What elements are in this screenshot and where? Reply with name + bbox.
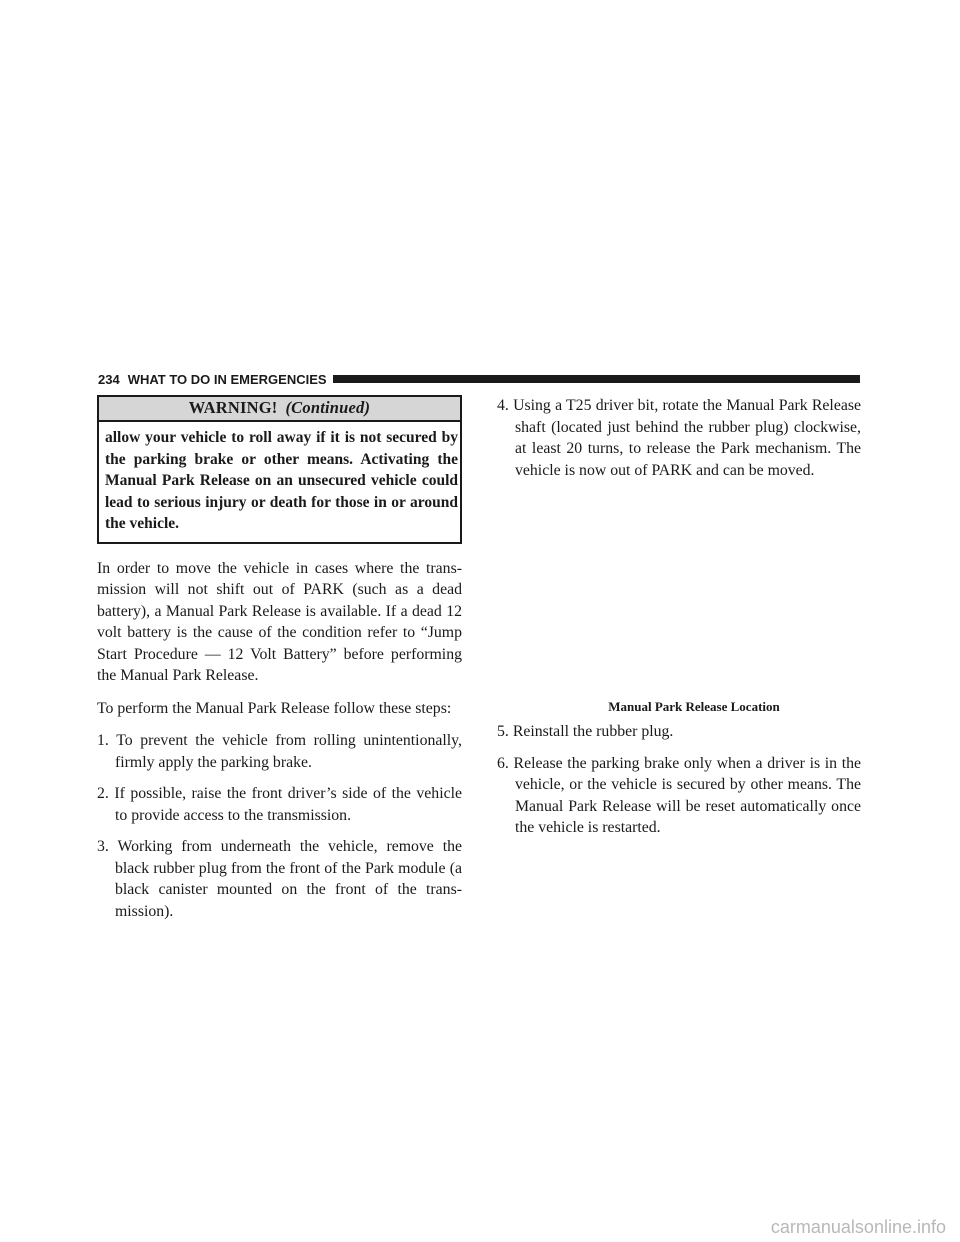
steps-list-right-bottom bbox=[497, 721, 861, 839]
step-item bbox=[497, 395, 861, 481]
step-item bbox=[497, 721, 861, 743]
right-column bbox=[497, 395, 861, 849]
step-text: To prevent the vehicle from rolling unintentionally, firmly apply the parking brake. bbox=[115, 732, 462, 771]
figure-placeholder bbox=[497, 491, 861, 693]
warning-header bbox=[99, 397, 460, 422]
step-text: Release the parking brake only when a driver is in the vehicle, or the vehicle is secured by other means. The Manual Park Release will be reset automatically once the vehicle is restarted. bbox=[513, 754, 862, 836]
watermark: carmanualsonline.info bbox=[770, 1217, 946, 1237]
step-number: 6. bbox=[497, 754, 509, 772]
header-rule bbox=[333, 375, 860, 383]
warning-title: WARNING! bbox=[188, 398, 278, 417]
page-header bbox=[98, 370, 860, 388]
step-text: If possible, raise the front driver’s side of the vehicle to provide access to the transmission. bbox=[114, 785, 462, 824]
step-number: 4. bbox=[497, 397, 509, 414]
step-item bbox=[97, 836, 462, 922]
step-item bbox=[97, 730, 462, 773]
warning-continued: (Continued) bbox=[285, 398, 371, 417]
step-number: 5. bbox=[497, 723, 509, 740]
page-number: 234 bbox=[98, 371, 120, 387]
step-number: 1. bbox=[97, 732, 109, 749]
step-text: Working from underneath the vehicle, remove the black rubber plug from the front of the Park module (a black canister mounted on the front of the trans-mission). bbox=[115, 838, 462, 920]
step-item bbox=[497, 753, 861, 839]
intro-paragraph: In order to move the vehicle in cases where the trans-mission will not shift out of PARK (such as a dead battery), a Manual Park Release is available. If a dead 12 volt battery is the cause of the condition refer to “Jump Start Procedure — 12 Volt Battery” before performing the Manual Park Release. bbox=[97, 559, 462, 684]
warning-text: allow your vehicle to roll away if it is not secured by the parking brake or other means. Activating the Manual Park Release on an unsecured vehicle could lead to serious injury or death for those in or around the vehicle. bbox=[105, 429, 458, 532]
step-number: 3. bbox=[97, 838, 109, 855]
steps-list-left bbox=[97, 730, 462, 922]
steps-list-right-top bbox=[497, 395, 861, 481]
step-text: Reinstall the rubber plug. bbox=[512, 723, 674, 740]
step-number: 2. bbox=[97, 785, 109, 802]
warning-box bbox=[97, 395, 462, 544]
step-item bbox=[97, 783, 462, 826]
figure-caption: Manual Park Release Location bbox=[608, 699, 780, 714]
left-column bbox=[97, 395, 462, 932]
section-title: WHAT TO DO IN EMERGENCIES bbox=[127, 371, 327, 387]
steps-intro: To perform the Manual Park Release follow these steps: bbox=[97, 699, 452, 717]
step-text: Using a T25 driver bit, rotate the Manual Park Release shaft (located just behind the rubber plug) clockwise, at least 20 turns, to release the Park mechanism. The vehicle is now out of PARK and can be moved. bbox=[513, 397, 861, 479]
